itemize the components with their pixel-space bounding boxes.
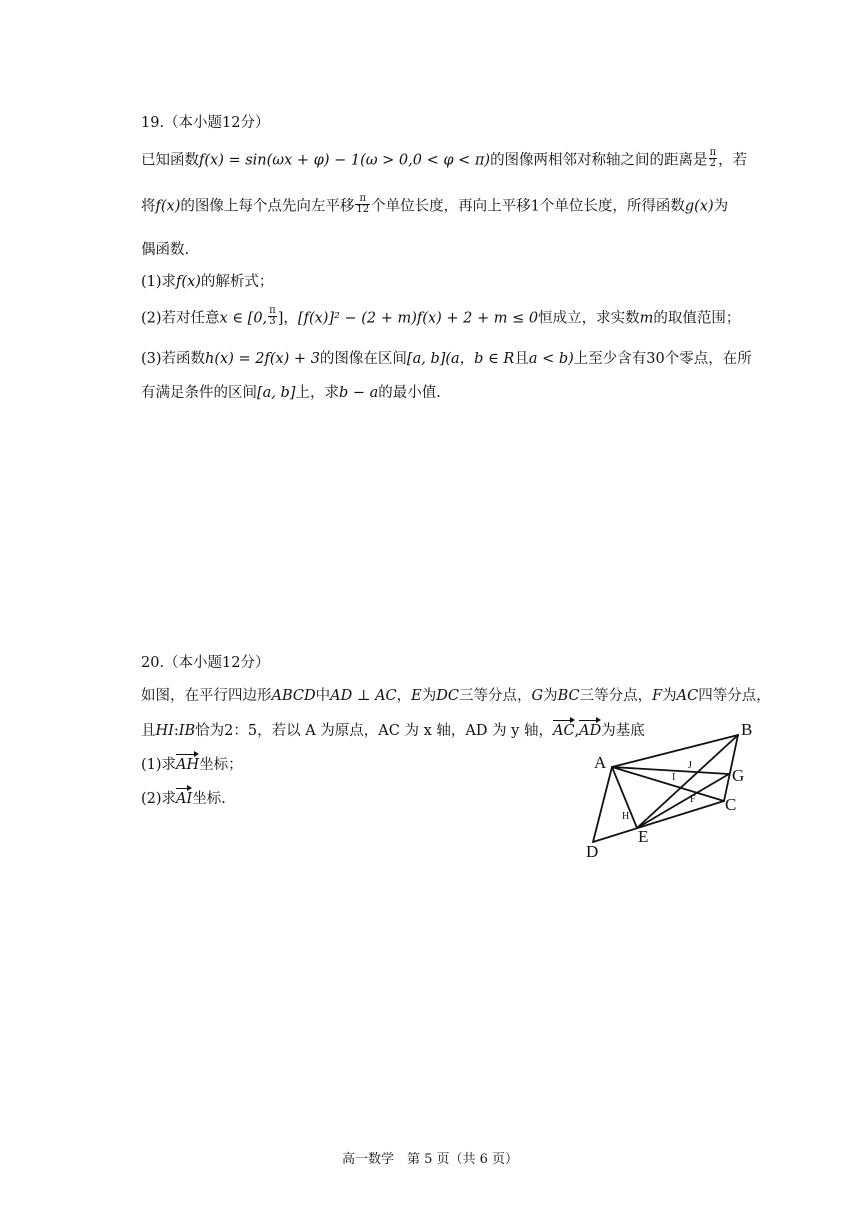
q19-heading: 19.（本小题12分）: [141, 115, 270, 131]
label-d: D: [586, 842, 599, 861]
segment-eg: [637, 774, 729, 828]
q19-part3-cont: 有满足条件的区间[a, b]上，求b − a的最小值.: [141, 385, 441, 401]
label-b: B: [741, 720, 753, 739]
q20-line2: 且HI:IB恰为2：5，若以 A 为原点，AC 为 x 轴，AD 为 y 轴，AC,AD为基底: [141, 723, 645, 739]
q19-line3: 偶函数.: [141, 242, 190, 258]
q19-line1: 已知函数f(x) = sin(ωx + φ) − 1(ω > 0,0 < φ < π)的图像两相邻对称轴之间的距离是 $\frac{\pi}{2}$ ，若: [141, 147, 748, 169]
q19-part2: (2)若对任意x ∈ [0, $\frac{\pi}{3}$ ]，[f(x)]² − (2 + m)f(x) + 2 + m ≤ 0恒成立，求实数m的取值范围；: [141, 305, 741, 327]
segment-da: [593, 767, 612, 842]
q19-part3: (3)若函数h(x) = 2f(x) + 3的图像在区间[a, b](a，b ∈ R且a < b)上至少含有30个零点，在所: [141, 351, 752, 367]
q19-part1: (1)求f(x)的解析式；: [141, 274, 274, 290]
vector-ai: AI: [176, 791, 193, 807]
label-c: C: [725, 795, 737, 814]
label-i: I: [672, 772, 676, 783]
q20-heading: 20.（本小题12分）: [141, 655, 270, 671]
segment-ab: [612, 735, 738, 767]
label-h: H: [622, 811, 630, 822]
label-e: E: [638, 827, 649, 846]
fraction: $\frac{\pi}{2}$: [709, 147, 717, 169]
page-footer: 高一数学 第 5 页（共 6 页）: [341, 1152, 519, 1167]
vector-ah: AH: [176, 757, 200, 773]
label-j: J: [688, 760, 692, 771]
q20-part1: (1)求AH坐标；: [141, 757, 243, 773]
q19-line2: 将f(x)的图像上每个点先向左平移 $\frac{\pi}{12}$ 个单位长度，再向上平移1个单位长度，所得函数g(x)为: [141, 193, 729, 215]
figure-lines: [593, 735, 738, 842]
segment-be: [637, 735, 738, 828]
q20-line1: 如图，在平行四边形ABCD中AD ⊥ AC，E为DC三等分点，G为BC三等分点，F为AC四等分点，: [141, 688, 771, 704]
vector-ad: AD: [579, 723, 602, 739]
label-g: G: [732, 766, 745, 785]
vector-ac: AC: [552, 723, 575, 739]
label-f: F: [690, 794, 696, 805]
fraction: $\frac{\pi}{3}$: [269, 305, 276, 327]
label-a: A: [594, 753, 607, 772]
q20-part2: (2)求AI坐标.: [141, 791, 226, 807]
fraction: $\frac{\pi}{12}$: [356, 193, 370, 215]
